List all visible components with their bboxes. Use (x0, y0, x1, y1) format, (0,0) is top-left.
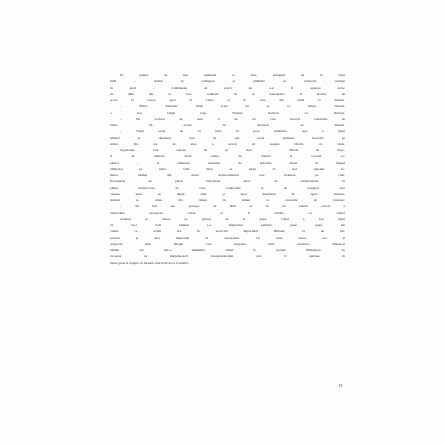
text-line: – Nu vorbesc de asta, ci de cel care încarcă baloturile de (120, 116, 345, 121)
text-line: Pe puntea de sus, luminată ca ziua, pasagerii de la clasa (120, 73, 345, 77)
text-line: – Vasul acela nu va intra în port, domnilor. Apa e puțin (120, 129, 345, 134)
text-line: Zgomotele care veneau de pe chei – cîinele de dogo- (120, 148, 345, 152)
text-line: pitelor – le aminteau domnilor de plăcerile uitate în timpul (110, 160, 345, 165)
text-line: – Bună, domnule. Vasul acela nu se va mișca. Navele, (120, 104, 345, 109)
text-line: ultimii ani într-o mânăstire aflată la poalele Himalayei. Se (110, 248, 345, 252)
text-line: în gură – bombăneau de parcă nu s-ar fi așteptat deloc (110, 85, 345, 90)
text-line: călătoriei pe mare. Unii chiar se jurau că aud sunetele fe- (110, 166, 345, 171)
text-line: stânci. Nu are de ales, e nevoit să aștepte bărcile cu vâsle. (110, 141, 345, 146)
text-line: portant și deci împreună cu europeanii. Cu toate astea, era și (110, 235, 345, 240)
text-line: intolerabil, pricepem. Unde or fi bărcile cu vâsle? (110, 210, 345, 215)
text-line: zilele grele și nopțile cu furtună, mai întâi de la Colombo (110, 260, 189, 265)
body-text (110, 72, 345, 266)
text-line: veneau unul pe lângă altul și apoi dispăreau în apele albastre, (110, 191, 345, 196)
text-line: Avântul se ducea pe puntea de la pupa. Când a fost sigur (120, 216, 345, 221)
text-line: Înconjurați de puteri bicicletele pilot, de ambarcațiuni cu (110, 179, 345, 184)
text-line: adâncă și căpitanul care nu știa locul ajunsese încordat pe (110, 135, 345, 140)
text-line: pânze multicolore, de vase comerciale și de pasageri care (110, 185, 345, 190)
text-line: să dăm din zi vreo calătorie de la Alexandria la Rodos, de (110, 91, 345, 96)
text-line: melor râzând din dosul debarcaderului care înaintau pe chei. (110, 173, 345, 177)
text-line: cuvenea să mulțumească Atotputernicului care îl apărase în (110, 254, 345, 259)
text-line: – Să fim așa aproape de țărm și să nu putem coborî e (120, 204, 345, 209)
text-line: acolo la Leros, apoi la Chios și în cele din urmă la Smirna. (110, 98, 345, 102)
text-line: respectul unui călugăr care așteptase mila cerească, trăindu-și (110, 241, 345, 246)
text-line: că nu-l vede nimeni s-a împreunat palmele peste piept. De (110, 223, 345, 227)
text-line: domnii se uitau din minut în minut la ceasurile de buzunar. (110, 198, 345, 202)
text-line: vreme ce acum era în serviciul Imperiului Britanic, ca un im- (110, 229, 345, 234)
text-line: întâi – domni în redingote și plimbări cu trabucuri scumpe (110, 79, 345, 84)
text-line: a stat lângă larg. Trebuie încărcat cu cărbune. (110, 110, 345, 115)
text-line: tutun. Să ascult de douăzeci de minute. (110, 123, 345, 127)
text-line: ți de tramvai, darul roților de trăsură și ropotul co- (110, 154, 345, 159)
page-number: 15 (338, 383, 343, 388)
